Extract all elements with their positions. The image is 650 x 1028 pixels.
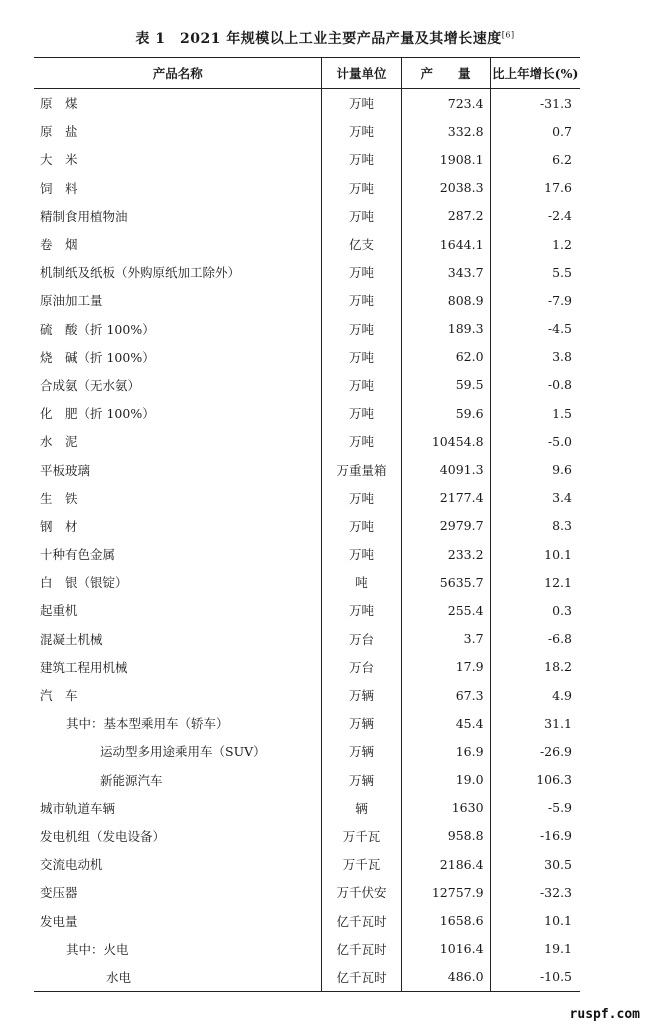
unit-cell: 万吨 bbox=[322, 117, 401, 145]
growth-rate-cell: 9.6 bbox=[490, 455, 580, 483]
header-unit: 计量单位 bbox=[322, 58, 401, 89]
product-name-cell: 卷 烟 bbox=[40, 237, 78, 253]
quantity-cell: 2979.7 bbox=[401, 512, 490, 540]
quantity-cell: 10454.8 bbox=[401, 427, 490, 455]
table-row bbox=[34, 286, 580, 314]
quantity-cell: 1908.1 bbox=[401, 145, 490, 173]
table-row bbox=[34, 145, 580, 173]
quantity-cell: 1644.1 bbox=[401, 230, 490, 258]
header-growth-rate: 比上年增长(%) bbox=[490, 58, 580, 89]
growth-rate-cell: 106.3 bbox=[490, 766, 580, 794]
table-title-text: 表 1 2021 年规模以上工业主要产品产量及其增长速度 bbox=[135, 31, 502, 47]
table-row bbox=[34, 766, 580, 794]
table-row bbox=[34, 822, 580, 850]
growth-rate-cell: 10.1 bbox=[490, 540, 580, 568]
growth-rate-cell: 3.4 bbox=[490, 484, 580, 512]
growth-rate-cell: 31.1 bbox=[490, 709, 580, 737]
growth-rate-cell: -26.9 bbox=[490, 737, 580, 765]
table-row bbox=[34, 202, 580, 230]
product-name-cell: 原 盐 bbox=[40, 124, 78, 140]
unit-cell: 万辆 bbox=[322, 737, 401, 765]
table-row bbox=[34, 343, 580, 371]
table-row bbox=[34, 906, 580, 934]
quantity-cell: 17.9 bbox=[401, 653, 490, 681]
quantity-cell: 3.7 bbox=[401, 625, 490, 653]
product-name-cell: 交流电动机 bbox=[40, 857, 103, 873]
quantity-cell: 958.8 bbox=[401, 822, 490, 850]
product-name-cell: 白 银（银锭） bbox=[40, 575, 128, 591]
growth-rate-cell: 17.6 bbox=[490, 174, 580, 202]
unit-cell: 辆 bbox=[322, 794, 401, 822]
growth-rate-cell: 19.1 bbox=[490, 935, 580, 963]
unit-cell: 万吨 bbox=[322, 286, 401, 314]
unit-cell: 万吨 bbox=[322, 596, 401, 624]
table-row bbox=[34, 427, 580, 455]
product-name-cell: 运动型多用途乘用车（SUV） bbox=[100, 744, 266, 760]
unit-cell: 万吨 bbox=[322, 315, 401, 343]
product-name-cell: 合成氨（无水氨） bbox=[40, 377, 141, 393]
table-row bbox=[34, 399, 580, 427]
growth-rate-cell: 12.1 bbox=[490, 568, 580, 596]
product-name-cell: 原 煤 bbox=[40, 96, 78, 112]
growth-rate-cell: -2.4 bbox=[490, 202, 580, 230]
table-row bbox=[34, 681, 580, 709]
product-name-cell: 起重机 bbox=[40, 603, 78, 619]
product-name-cell: 水电 bbox=[34, 963, 322, 992]
product-name-cell: 变压器 bbox=[40, 885, 78, 901]
table-row bbox=[34, 653, 580, 681]
growth-rate-cell: 5.5 bbox=[490, 258, 580, 286]
table-body bbox=[34, 89, 580, 992]
quantity-cell: 19.0 bbox=[401, 766, 490, 794]
growth-rate-cell: 30.5 bbox=[490, 850, 580, 878]
growth-rate-cell: -4.5 bbox=[490, 315, 580, 343]
watermark: ruspf.com bbox=[569, 1007, 640, 1022]
unit-cell: 万吨 bbox=[322, 399, 401, 427]
unit-cell: 万吨 bbox=[322, 145, 401, 173]
growth-rate-cell: 6.2 bbox=[490, 145, 580, 173]
table-row bbox=[34, 258, 580, 286]
quantity-cell: 2186.4 bbox=[401, 850, 490, 878]
unit-cell: 万台 bbox=[322, 653, 401, 681]
header-product-name: 产品名称 bbox=[34, 58, 322, 89]
table-row bbox=[34, 540, 580, 568]
product-name-cell: 城市轨道车辆 bbox=[40, 800, 116, 816]
table-row bbox=[34, 625, 580, 653]
quantity-cell: 59.6 bbox=[401, 399, 490, 427]
growth-rate-cell: 1.2 bbox=[490, 230, 580, 258]
growth-rate-cell: -7.9 bbox=[490, 286, 580, 314]
growth-rate-cell: 10.1 bbox=[490, 906, 580, 934]
product-name-cell: 混凝土机械 bbox=[40, 631, 103, 647]
header-row bbox=[34, 58, 580, 89]
unit-cell: 万吨 bbox=[322, 174, 401, 202]
quantity-cell: 287.2 bbox=[401, 202, 490, 230]
quantity-cell: 723.4 bbox=[401, 89, 490, 118]
quantity-cell: 486.0 bbox=[401, 963, 490, 992]
table-row bbox=[34, 230, 580, 258]
product-name-cell: 新能源汽车 bbox=[100, 772, 163, 788]
unit-cell: 亿千瓦时 bbox=[322, 935, 401, 963]
table-row bbox=[34, 878, 580, 906]
product-name-cell: 精制食用植物油 bbox=[40, 208, 128, 224]
growth-rate-cell: -31.3 bbox=[490, 89, 580, 118]
quantity-cell: 62.0 bbox=[401, 343, 490, 371]
table-row bbox=[34, 568, 580, 596]
table-row bbox=[34, 935, 580, 963]
product-name-cell: 化 肥（折 100%） bbox=[40, 406, 155, 422]
unit-cell: 万吨 bbox=[322, 512, 401, 540]
unit-cell: 万吨 bbox=[322, 371, 401, 399]
unit-cell: 万千瓦 bbox=[322, 850, 401, 878]
unit-cell: 万辆 bbox=[322, 709, 401, 737]
product-name-cell: 十种有色金属 bbox=[40, 547, 116, 563]
table-row bbox=[34, 850, 580, 878]
product-name-cell: 机制纸及纸板（外购原纸加工除外） bbox=[40, 265, 241, 281]
quantity-cell: 59.5 bbox=[401, 371, 490, 399]
product-name-cell: 饲 料 bbox=[40, 180, 78, 196]
unit-cell: 万台 bbox=[322, 625, 401, 653]
table-row bbox=[34, 117, 580, 145]
growth-rate-cell: -0.8 bbox=[490, 371, 580, 399]
quantity-cell: 1630 bbox=[401, 794, 490, 822]
growth-rate-cell: 4.9 bbox=[490, 681, 580, 709]
unit-cell: 万千瓦 bbox=[322, 822, 401, 850]
growth-rate-cell: 3.8 bbox=[490, 343, 580, 371]
table-header bbox=[34, 58, 580, 89]
footnote-marker: [6] bbox=[501, 30, 515, 40]
quantity-cell: 45.4 bbox=[401, 709, 490, 737]
product-name-cell: 生 铁 bbox=[40, 490, 78, 506]
table-row bbox=[34, 89, 580, 118]
quantity-cell: 4091.3 bbox=[401, 455, 490, 483]
growth-rate-cell: 0.3 bbox=[490, 596, 580, 624]
quantity-cell: 67.3 bbox=[401, 681, 490, 709]
unit-cell: 亿千瓦时 bbox=[322, 906, 401, 934]
table-row bbox=[34, 963, 580, 992]
quantity-cell: 16.9 bbox=[401, 737, 490, 765]
quantity-cell: 189.3 bbox=[401, 315, 490, 343]
product-name-cell: 发电机组（发电设备） bbox=[40, 828, 166, 844]
table-title bbox=[0, 28, 650, 48]
growth-rate-cell: -6.8 bbox=[490, 625, 580, 653]
unit-cell: 万吨 bbox=[322, 484, 401, 512]
quantity-cell: 12757.9 bbox=[401, 878, 490, 906]
product-name-cell: 其中：基本型乘用车（轿车） bbox=[66, 716, 229, 732]
unit-cell: 万吨 bbox=[322, 89, 401, 118]
growth-rate-cell: 18.2 bbox=[490, 653, 580, 681]
unit-cell: 吨 bbox=[322, 568, 401, 596]
table-row bbox=[34, 315, 580, 343]
table-row bbox=[34, 174, 580, 202]
product-name-cell: 原油加工量 bbox=[40, 293, 103, 309]
growth-rate-cell: -32.3 bbox=[490, 878, 580, 906]
quantity-cell: 255.4 bbox=[401, 596, 490, 624]
product-name-cell: 其中：火电 bbox=[66, 941, 129, 957]
quantity-cell: 343.7 bbox=[401, 258, 490, 286]
table-row bbox=[34, 512, 580, 540]
table-row bbox=[34, 455, 580, 483]
table-row bbox=[34, 371, 580, 399]
growth-rate-cell: -5.0 bbox=[490, 427, 580, 455]
header-quantity: 产 量 bbox=[401, 58, 490, 89]
product-name-cell: 烧 碱（折 100%） bbox=[40, 349, 155, 365]
growth-rate-cell: -16.9 bbox=[490, 822, 580, 850]
table-row bbox=[34, 737, 580, 765]
growth-rate-cell: -5.9 bbox=[490, 794, 580, 822]
growth-rate-cell: 0.7 bbox=[490, 117, 580, 145]
unit-cell: 万吨 bbox=[322, 343, 401, 371]
table-row bbox=[34, 596, 580, 624]
product-name-cell: 钢 材 bbox=[40, 518, 78, 534]
unit-cell: 万千伏安 bbox=[322, 878, 401, 906]
unit-cell: 万辆 bbox=[322, 766, 401, 794]
quantity-cell: 1016.4 bbox=[401, 935, 490, 963]
production-table bbox=[34, 57, 580, 992]
unit-cell: 亿千瓦时 bbox=[322, 963, 401, 992]
quantity-cell: 2177.4 bbox=[401, 484, 490, 512]
unit-cell: 亿支 bbox=[322, 230, 401, 258]
product-name-cell: 硫 酸（折 100%） bbox=[40, 321, 155, 337]
product-name-cell: 水 泥 bbox=[40, 434, 78, 450]
unit-cell: 万重量箱 bbox=[322, 455, 401, 483]
unit-cell: 万吨 bbox=[322, 427, 401, 455]
unit-cell: 万吨 bbox=[322, 540, 401, 568]
product-name-cell: 建筑工程用机械 bbox=[40, 659, 128, 675]
table-row bbox=[34, 484, 580, 512]
growth-rate-cell: -10.5 bbox=[490, 963, 580, 992]
growth-rate-cell: 1.5 bbox=[490, 399, 580, 427]
product-name-cell: 大 米 bbox=[40, 152, 78, 168]
quantity-cell: 1658.6 bbox=[401, 906, 490, 934]
unit-cell: 万辆 bbox=[322, 681, 401, 709]
quantity-cell: 233.2 bbox=[401, 540, 490, 568]
quantity-cell: 5635.7 bbox=[401, 568, 490, 596]
unit-cell: 万吨 bbox=[322, 258, 401, 286]
product-name-cell: 平板玻璃 bbox=[40, 462, 91, 478]
product-name-cell: 汽 车 bbox=[40, 688, 78, 704]
quantity-cell: 332.8 bbox=[401, 117, 490, 145]
quantity-cell: 2038.3 bbox=[401, 174, 490, 202]
table-row bbox=[34, 709, 580, 737]
growth-rate-cell: 8.3 bbox=[490, 512, 580, 540]
quantity-cell: 808.9 bbox=[401, 286, 490, 314]
product-name-cell: 发电量 bbox=[40, 913, 78, 929]
unit-cell: 万吨 bbox=[322, 202, 401, 230]
table-row bbox=[34, 794, 580, 822]
